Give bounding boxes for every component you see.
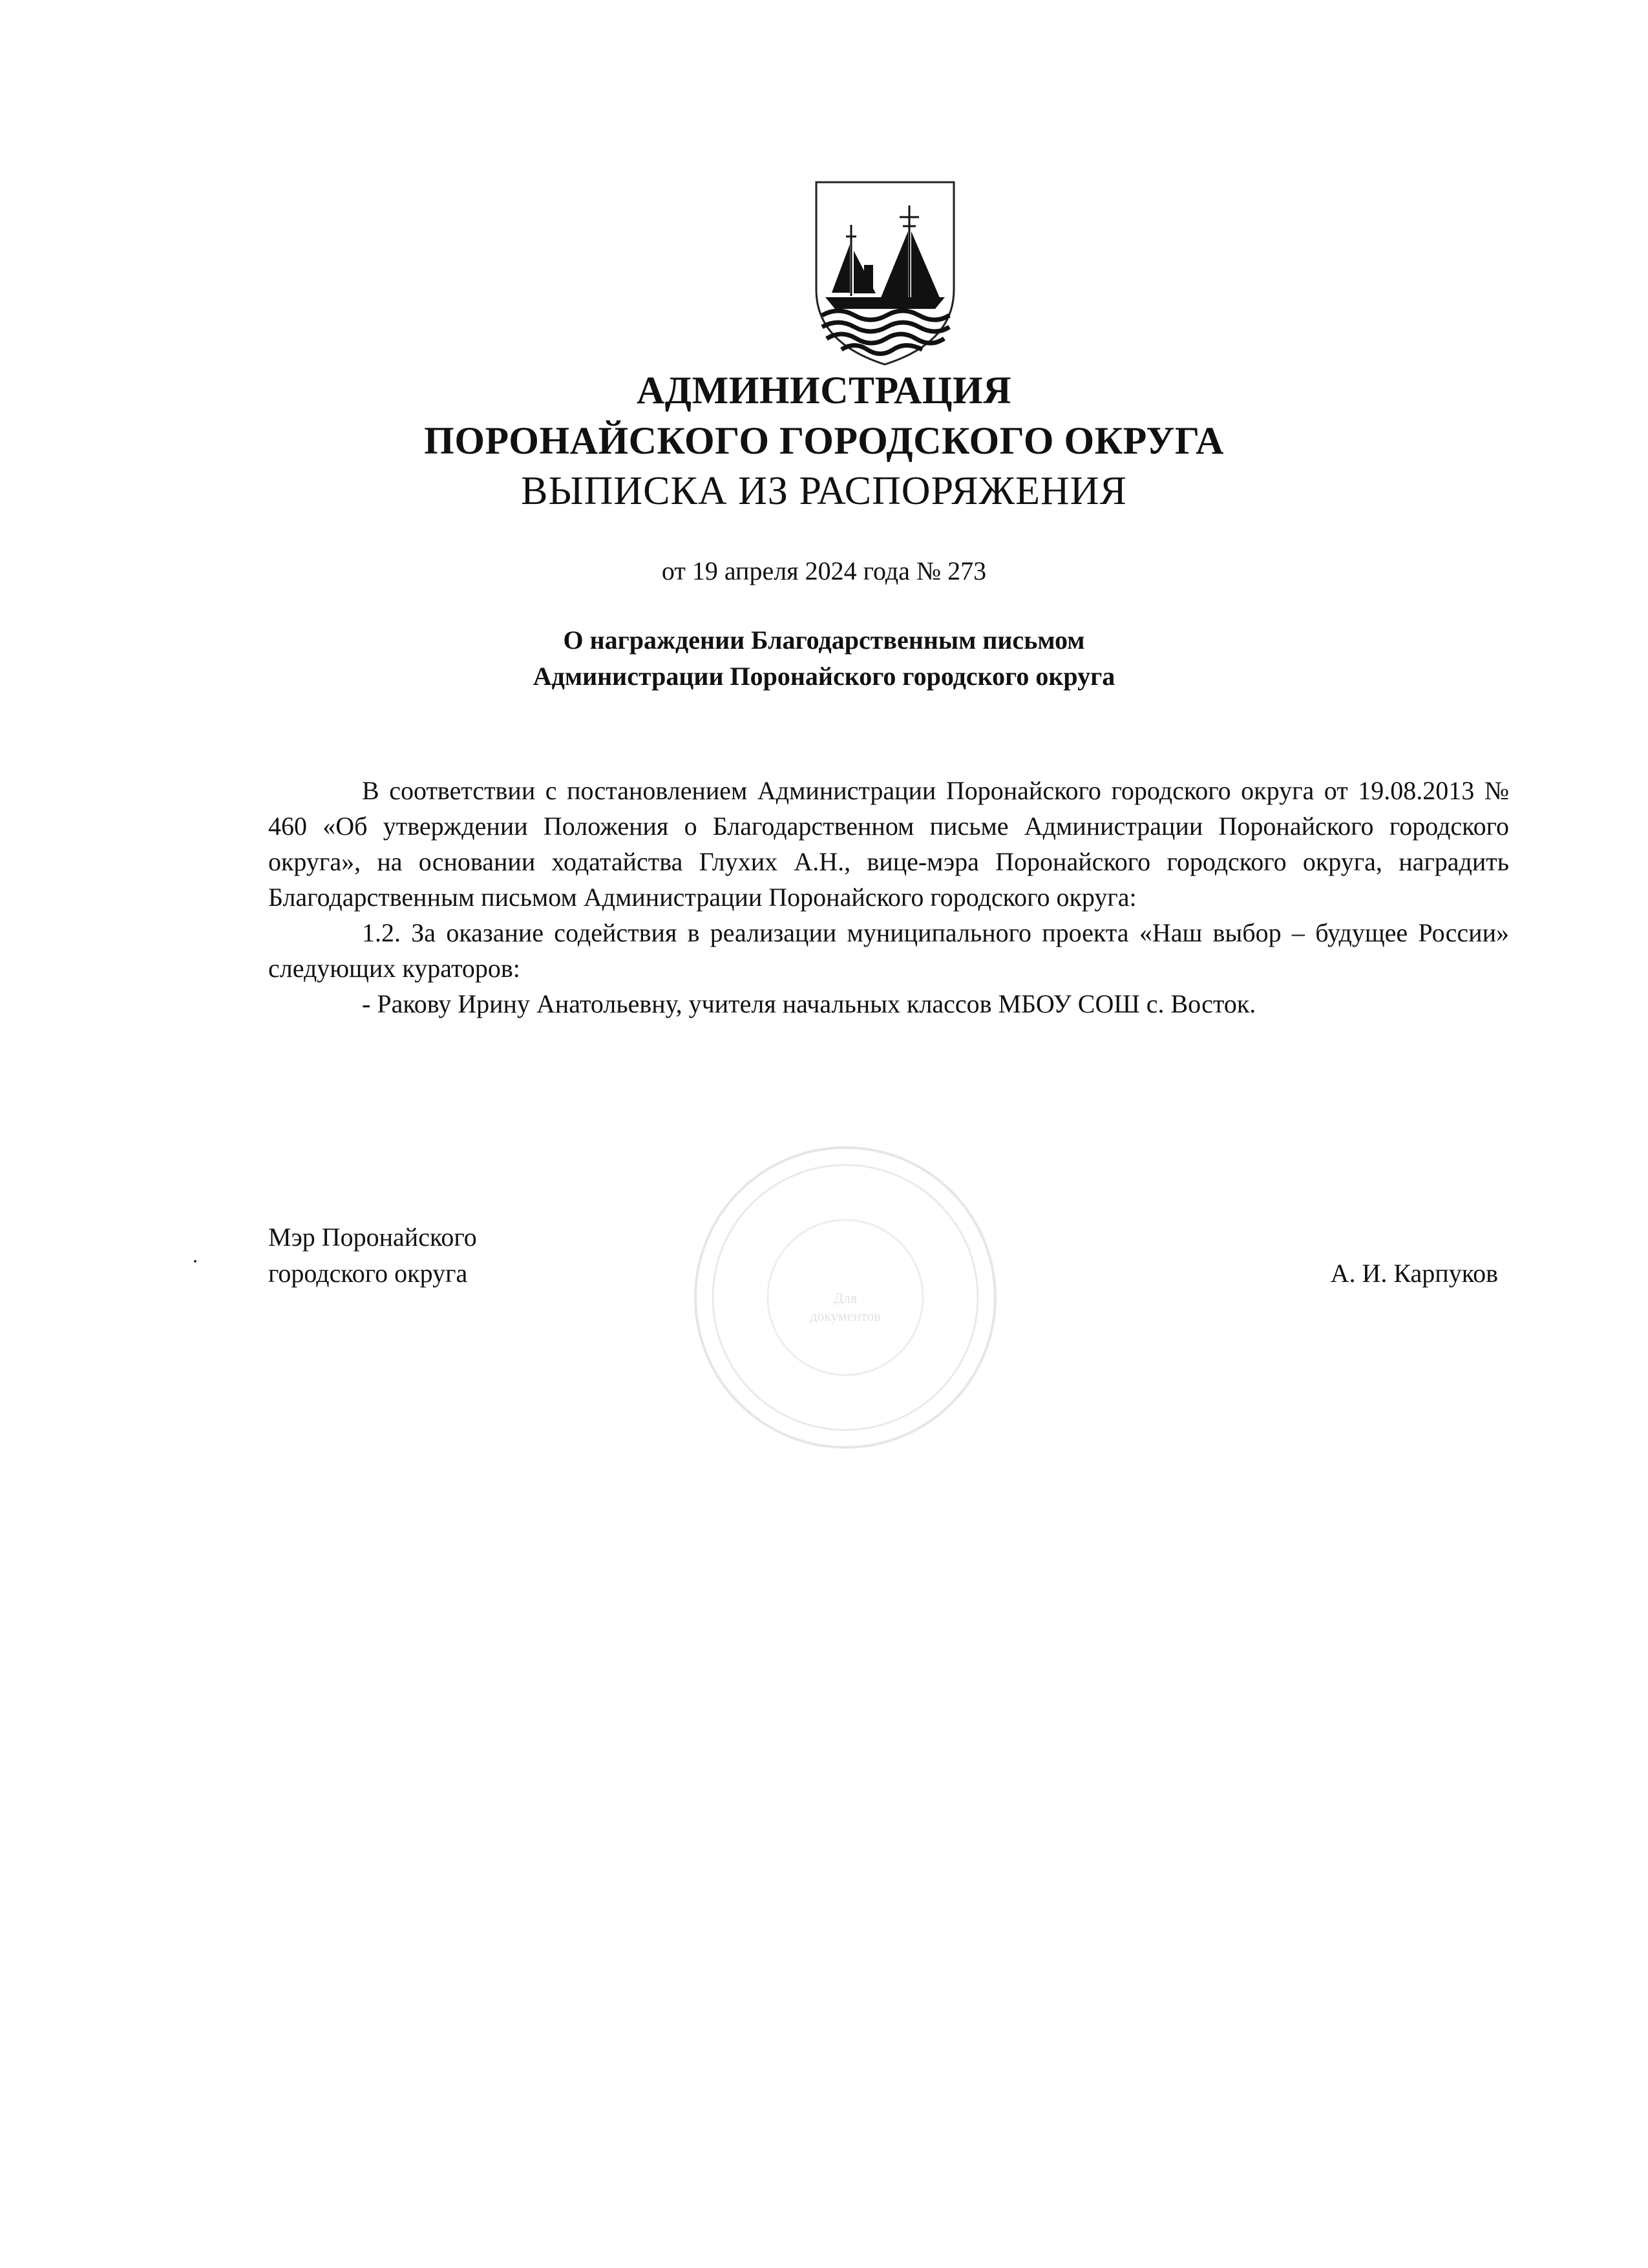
position-line2: городского округа — [268, 1259, 468, 1288]
org-title-line1: АДМИНИСТРАЦИЯ — [636, 369, 1012, 412]
date-and-number: от 19 апреля 2024 года № 273 — [661, 556, 987, 585]
document-type: ВЫПИСКА ИЗ РАСПОРЯЖЕНИЯ — [521, 469, 1127, 513]
subject-line2: Администрации Поронайского городского округа — [533, 662, 1115, 691]
position-line1: Мэр Поронайского — [268, 1223, 477, 1252]
stamp-text-line2: документов — [810, 1308, 881, 1324]
signatory-name: А. И. Карпуков — [1330, 1259, 1498, 1288]
coat-of-arms-icon — [812, 180, 958, 367]
document-body — [268, 773, 1509, 1022]
document-header — [0, 365, 1648, 516]
seal-stamp-icon — [690, 1142, 1000, 1453]
body-paragraph-1: В соответствии с постановлением Администрации Поронайского городского округа от 19.08.2013 № 460 «Об утверждении Положения о Благодарственном письме Администрации Поронайского городского округа», на основании ходатайства Глухих А.Н., вице-мэра Поронайского городского округа, наградить Благодарственным письмом Администрации Поронайского городского округа: — [268, 776, 1509, 912]
stamp-text-line1: Для — [833, 1290, 858, 1306]
scan-speck — [194, 1260, 196, 1263]
org-title-line2: ПОРОНАЙСКОГО ГОРОДСКОГО ОКРУГА — [424, 419, 1224, 462]
subject-line1: О награждении Благодарственным письмом — [563, 625, 1085, 655]
signatory-position — [268, 1219, 477, 1292]
body-paragraph-3: - Ракову Ирину Анатольевну, учителя начальных классов МБОУ СОШ с. Восток. — [362, 989, 1256, 1018]
document-subject — [0, 622, 1648, 695]
body-paragraph-2: 1.2. За оказание содействия в реализации муниципального проекта «Наш выбор – будущее России» следующих кураторов: — [268, 918, 1509, 983]
